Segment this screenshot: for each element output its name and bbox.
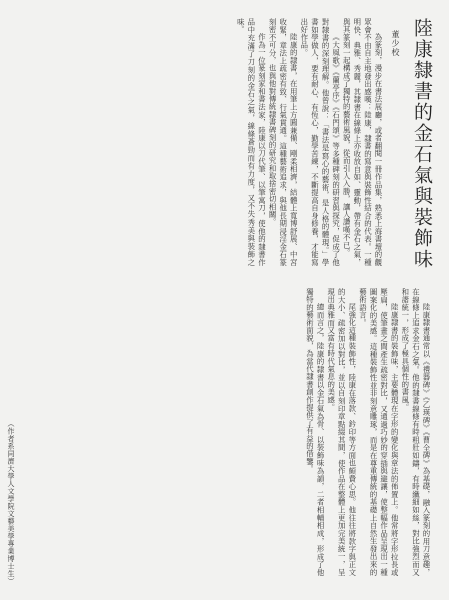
author-note: （作者系同濟大學人文學院文藝美學專業博士生） <box>7 420 15 585</box>
body-column-bottom <box>16 288 431 576</box>
paragraph: 陸康隸書的裝飾味，主要體現在字形的變化與章法的佈置上。他常將字形拉長或壓扁，使筆畫之間產生疏密對比，又通過巧妙的穿插與避讓，使整幅作品呈現出一種圖案化的美感。這種裝飾性並非刻意雕琢，而是在尊重傳統的基礎上自然生發出來的藝術語言。 <box>358 288 400 576</box>
body-column-top <box>18 18 383 266</box>
paragraph: 尾強化這種裝飾性，陸康在落款、鈐印等方面也頗費心思。他往往將款字與正文的大小、疏密加以對比，並以自刻印章點綴其間，使作品在整體上更加完美統一，呈現出典雅而又富有時代氣息的美感。 <box>326 288 357 576</box>
paragraph: 作為一位篆刻家和書法家，陸康以刀代筆、以筆寓刀，使他的隸書作品中充滿了刀刻的金石之氣，線條蒼勁而有力度，又不失秀美與裝飾之味。 <box>236 18 267 266</box>
paragraph: 《大風歌》《蘭亭序》《石門頌》等多種碑刻的研習與探究，促成了他對隸書的深刻理解。他曾說：「書法是寫心的藝術，是人格的體現。」學書如學做人，要有耐心、有恆心，勤學苦練，不斷提高自身修養，才能寫出好作品。 <box>299 18 341 266</box>
article-author: 董少校 <box>391 30 400 57</box>
paragraph: 為篆刻，漫步在書法展廳，或者翻閱一冊作品集，熟悉上海書壇的觀眾會不由自主地發出感嘆：陸康，隸書的寫意與裝飾性結合的代表。一種明快、典雅、秀麗，其隸書在線條上亦收放自如、靈動，帶有金石之氣，與其篆刻一起構成了獨特的藝術風貌，從而引人入勝，讓人讚嘆不已。 <box>342 18 383 266</box>
paragraph: 陸康隸書通常以《禮器碑》《乙瑛碑》《曹全碑》為基礎，融入篆刻的用刀意趣，在線條上追求金石之氣。他的隸書線條有時粗壯如鑄，有時纖細如絲，對比強烈而又和諧統一，形成了極具個性的書風。 <box>400 288 431 576</box>
paragraph: 總而言之，陸康的隸書以金石氣為骨、以裝飾味為韻，二者相輔相成，形成了他獨特的藝術面貌，為當代隸書創作提供了有益的借鑒。 <box>305 288 326 576</box>
paragraph: 陸康的隸書，在用筆上方圓兼備、剛柔相濟，結體上寬博舒展、中宮收緊，章法上疏密有致、行氣貫通。這種藝術追求，與他長期浸淫金石篆刻密不可分，也與他對傳統隸書碑刻的研究和取捨密切相關。 <box>268 18 299 266</box>
article-title: 陸康隸書的金石氣與裝飾味 <box>411 18 433 270</box>
